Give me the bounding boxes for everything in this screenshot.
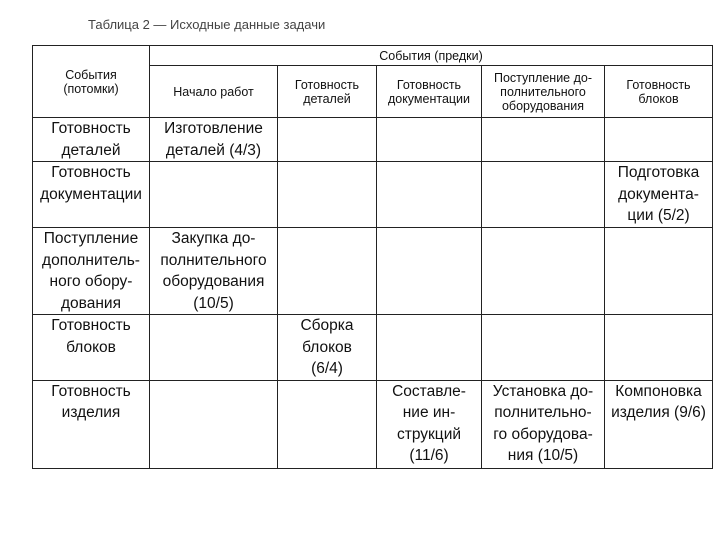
table-cell (150, 162, 278, 228)
table-cell (605, 118, 713, 162)
column-header: Готовность деталей (278, 66, 377, 118)
row-header: Поступление дополнитель- ного обору- дования (33, 228, 150, 315)
table-row (33, 118, 713, 162)
table-cell (278, 380, 377, 468)
table-row (33, 228, 713, 315)
table-cell: Закупка до- полнительного оборудования (10/5) (150, 228, 278, 315)
table-cell (377, 315, 482, 381)
table-row (33, 315, 713, 381)
table-cell (482, 118, 605, 162)
table-cell: Изготовление деталей (4/3) (150, 118, 278, 162)
ancestors-group-header: События (предки) (150, 46, 713, 66)
table-cell (482, 162, 605, 228)
table-cell (278, 228, 377, 315)
table-cell (278, 118, 377, 162)
table-row (33, 162, 713, 228)
corner-header: События (потомки) (33, 46, 150, 118)
table-cell (605, 228, 713, 315)
table-cell: Составле- ние ин- струкций (11/6) (377, 380, 482, 468)
column-header: Готовность документации (377, 66, 482, 118)
table-cell (482, 228, 605, 315)
table-cell (377, 162, 482, 228)
table-cell (150, 315, 278, 381)
table-cell: Подготовка документа- ции (5/2) (605, 162, 713, 228)
table-cell (377, 228, 482, 315)
row-header: Готовность деталей (33, 118, 150, 162)
row-header: Готовность документации (33, 162, 150, 228)
table-cell (377, 118, 482, 162)
table-cell (605, 315, 713, 381)
table-cell (278, 162, 377, 228)
table-cell: Сборка блоков (6/4) (278, 315, 377, 381)
table-row (33, 380, 713, 468)
table-cell: Установка до- полнительно- го оборудова- ния (10/5) (482, 380, 605, 468)
row-header: Готовность изделия (33, 380, 150, 468)
column-header: Начало работ (150, 66, 278, 118)
table-cell: Компоновка изделия (9/6) (605, 380, 713, 468)
column-header: Готовность блоков (605, 66, 713, 118)
table-cell (482, 315, 605, 381)
table-cell (150, 380, 278, 468)
events-table (32, 45, 713, 469)
column-header: Поступление до- полнительного оборудования (482, 66, 605, 118)
table-caption: Таблица 2 — Исходные данные задачи (88, 18, 326, 32)
row-header: Готовность блоков (33, 315, 150, 381)
